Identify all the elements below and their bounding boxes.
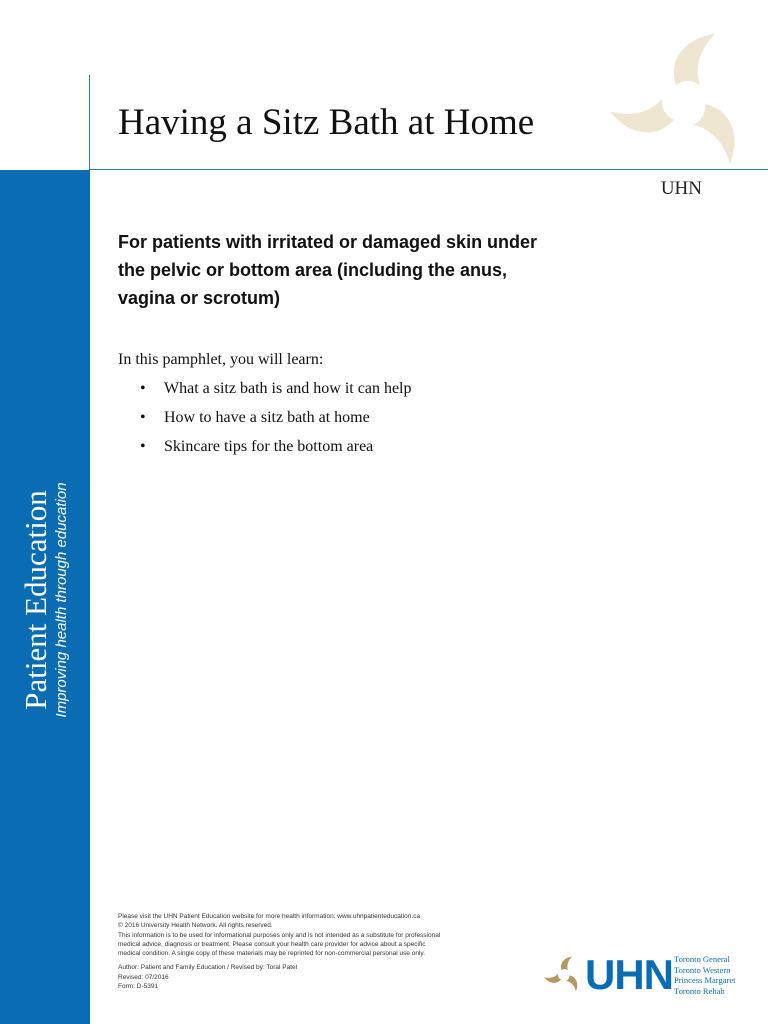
footer-line: Please visit the UHN Patient Education website for more health information: www.uhnpatienteducation.ca: [118, 913, 421, 920]
footer-line: medical condition. A single copy of these materials may be reprinted for non-commercial personal use only.: [118, 950, 425, 958]
uhn-swirl-logo-icon: [544, 955, 584, 995]
footer-form-number: Form: D-5391: [118, 983, 159, 991]
list-item-text: What a sitz bath is and how it can help: [164, 380, 412, 397]
list-item: [140, 436, 411, 458]
list-item: [140, 378, 411, 400]
hospital-name: Toronto Western: [674, 964, 731, 975]
bullet-icon: •: [140, 409, 146, 426]
audience-subtitle: For patients with irritated or damaged skin under the pelvic or bottom area (including the anus, vagina or scrotum): [118, 232, 538, 308]
sidebar-tagline: Improving health through education: [53, 482, 70, 718]
list-item-text: Skincare tips for the bottom area: [164, 438, 374, 455]
sidebar-title: Patient Education: [18, 490, 53, 710]
bullet-icon: •: [140, 380, 146, 397]
hospital-name: Toronto General: [674, 954, 730, 964]
footer-author: Author: Patient and Family Education / Revised by: Toral Patel: [118, 964, 298, 972]
footer-revised: Revised: 07/2016: [118, 973, 169, 981]
list-item-text: How to have a sitz bath at home: [164, 409, 370, 426]
footer-disclaimer: [118, 912, 508, 991]
learning-list: [140, 378, 411, 465]
bullet-icon: •: [140, 438, 146, 455]
footer-line: This information is to be used for informational purposes only and is not intended as a substitute for professional: [118, 931, 441, 939]
intro-text: In this pamphlet, you will learn:: [118, 351, 324, 368]
footer-line: medical advice, diagnosis or treatment. Please consult your health care provider for advice about a specific: [118, 940, 426, 948]
sidebar-vertical-text: [19, 482, 71, 717]
document-title: Having a Sitz Bath at Home: [118, 102, 535, 143]
list-item: [140, 407, 411, 429]
organization-name: UHN: [660, 178, 702, 199]
uhn-swirl-logo-watermark: [610, 28, 760, 178]
hospital-list: [674, 954, 735, 996]
uhn-logo-wordmark: UHN: [585, 951, 673, 998]
footer-line: © 2016 University Health Network. All rights reserved.: [118, 922, 273, 930]
hospital-name: Princess Margaret: [674, 975, 736, 985]
hospital-name: Toronto Rehab: [674, 985, 725, 996]
header-vertical-rule: [89, 75, 90, 170]
